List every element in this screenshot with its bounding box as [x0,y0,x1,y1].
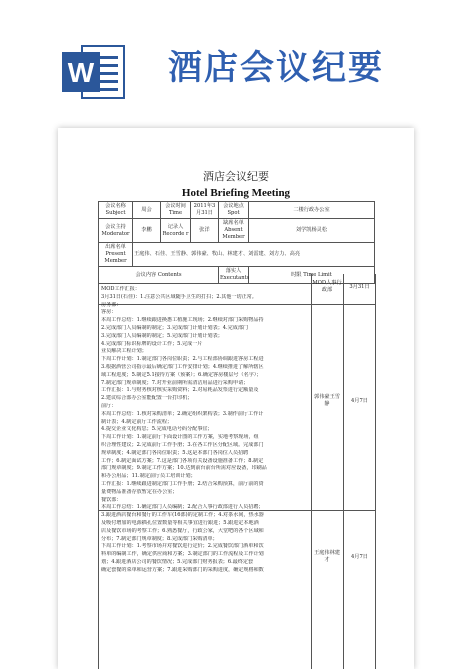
agenda-line: 店及餐饮市场的考察工作；6.熟悉餐厅，行政公家，大堂吧的各个区域和 [101,527,264,534]
moderator-value: 李鹏 [133,219,161,243]
agenda-line: 工作；6.制定面试方案；7.这是部门各项有关设备设施准备工作；8.制定 [101,457,264,464]
agenda-line: 量费物品准备存放暂定在办公室； [101,488,178,495]
agenda-line: 业员解决工程计划； [101,348,147,355]
agenda-line: 制计表；4.制定前厅工作流程； [101,418,173,425]
table-row [99,243,375,267]
time-limit-mod: 3月31日 [349,284,370,290]
recorder-value: 张洋 [191,219,219,243]
executant-mod: MOD人事行政部 [312,280,342,293]
time-limit-header: 时限 Time Limit [249,267,375,284]
agenda-line: 下周工作计划：1.制定部门各岗位职责；2.与工程部协调跟进客房工程进 [101,356,264,363]
spot-value: 二楼行政办公室 [249,202,375,219]
spot-label: 会议地点 Spot [219,202,249,219]
agenda-line: 划；4.跟进酒店公司的餐饮情况；5.完成部门财务报表；6.最终定套 [101,558,254,565]
time-limit-food: 4月7日 [351,554,368,560]
banner-title: 酒店会议纪要 [168,48,384,88]
moderator-label: 会议主持 Moderator [99,219,133,243]
agenda-line: 下周工作计划：1.考察市场并对餐饮进行定价；2.完成餐饮部门酒单和饮 [101,543,264,550]
subject-value: 周会 [133,202,161,219]
agenda-line: 2.建议综合部办公室能配置一台打印机； [101,395,193,402]
agenda-line: 本周工作总结：1.继续跟进换惠工植施工现场；2.继续对部门采购物品持 [101,317,264,324]
present-value: 王庭伟、石佳、王雪静、郭伟豪、牧山、林建才、刘雷建、刘方力、高亮 [133,243,375,267]
agenda-line: 房务部： [101,301,122,308]
agenda-line: 规章制度；4.制定部门各岗位职责；5.这是本部门各岗位人员招聘 [101,449,249,456]
agenda-line: 织合理性建议；2.完成前厅工作手册；3.在各工作区分配区域。完成部门 [101,441,264,448]
executant-food: 王庭伟林建才 [314,550,340,563]
recorder-label: 记录人 Recorde r [161,219,191,243]
word-icon-letter: W [67,57,95,88]
agenda-line: 客房： [101,309,117,316]
agenda-line: 域工程进度；5.制定5.1接待方案（预案）；6.确定客房楼层号（名字）； [101,371,262,378]
executant-rooms: 郭伟豪王雪静 [314,394,340,407]
word-document-icon [60,44,126,100]
table-row [99,219,375,243]
absent-value: 刘学凯杨灵松 [249,219,375,243]
agenda-line: 2.完成部门人员编制的制定；3.完成部门计划计划表；4.完成部门 [101,324,249,331]
agenda-line: 4.完成部门标识标牌的设计工作；5.完成一片 [101,340,203,347]
agenda-line: 本周工作总结：1.确定部门人员编制；2.配合人事行政部进行人员招聘； [101,504,264,511]
agenda-line: 分布；7.制定部门规章制度；8.完成部门采购清单； [101,535,218,542]
meeting-info-table [98,201,375,284]
document-title-cn: 酒店会议纪要 [203,170,269,183]
agenda-content [101,286,309,574]
agenda-line: 和办公用品；11.制定前厅员工培训计划； [101,473,196,480]
agenda-line: 前厅： [101,402,117,409]
time-value: 2011年3月31日 [191,202,219,219]
agenda-line: 下周工作计划：1.制定前厅下面设计图的工作方案，实地考察现场，组 [101,434,259,441]
time-limit-rooms: 4月7日 [351,398,368,404]
time-label: 会议时间Time [161,202,191,219]
agenda-line: 3.完成部门人员编制的制定；5.完成部门计划计划表； [101,332,223,339]
document-page [58,128,414,669]
contents-header: 会议内容 Contents [99,267,219,284]
executants-header: 落实人 Executants [219,267,249,284]
agenda-line: 3.跟进酒店餐台和餐厅的工作车(16部)的定制工作；4.对茶水间，热水器 [101,512,264,519]
column-divider [343,274,344,669]
agenda-line: 工作汇报：1.与财务核对核实采购资料；2.对易耗品发票进行定额量及 [101,387,259,394]
table-row [99,202,375,219]
agenda-line: 部门规章制度；9.制定工作方案；10.达到前台前台所需对应设备，印刷品 [101,465,267,472]
agenda-line: 本周工作总结：1.核对采购清单；2.确定组织架构表；3.制作前厅工作计 [101,410,264,417]
subject-label: 会议名称 Subject [99,202,133,219]
document-title-en: Hotel Briefing Meeting [181,187,291,199]
agenda-line: 7.制定部门规章制度；7.对开业前期所需清洁用品进行采购申请； [101,379,249,386]
agenda-line: 及吸付增加的电源插孔位置数量等相关事宜进行跟进；5.跟进定本地酒 [101,519,259,526]
absent-label: 缺席名单 Absent Member [219,219,249,243]
agenda-line: MOD工作汇报： [101,286,140,292]
agenda-line: 料单的编制工作，确定供应商和方案；3.制定部门的工作流程及工作计划 [101,551,264,558]
agenda-line: 确定套餐的菜单和运营方案；7.跟进采购部门的采购进度，确定规格和数 [101,566,264,573]
agenda-line: 4.提交企业文化构思；5.完成电话号码分配事宜； [101,426,213,433]
agenda-line: 3.根据酒营公司指示最后确定部门工作安排计划；4.继续推进了解所辖区 [101,363,264,370]
agenda-line: 3月31日(石佳)：1.注意公共区域随手卫生的打扫；2.其他一切正常。 [101,293,257,300]
column-divider [311,274,312,669]
agenda-table [98,274,376,669]
agenda-line: 工作汇报：1.继续跟进制定部门工作手册；2.结合采购预算，前厅前的资 [101,480,264,487]
agenda-line: 餐饮部： [101,496,122,503]
present-label: 出席名单 Present Member [99,243,133,267]
banner [0,0,474,128]
